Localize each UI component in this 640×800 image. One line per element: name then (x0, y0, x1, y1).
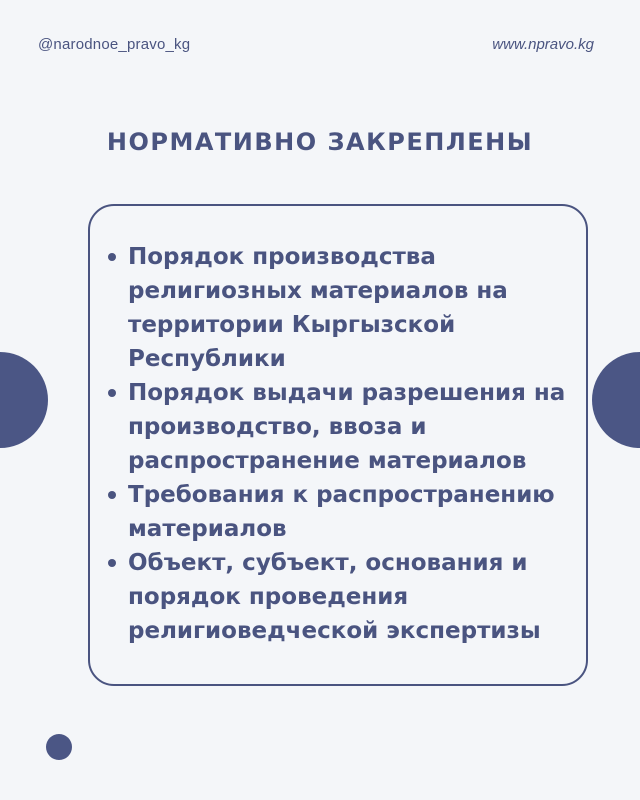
bullet-icon (108, 389, 116, 397)
page-title: НОРМАТИВНО ЗАКРЕПЛЕНЫ (106, 128, 534, 156)
list-item-text: Объект, субъект, основания и порядок проведения религиоведческой экспертизы (128, 550, 541, 644)
decorative-circle-right (592, 352, 640, 448)
bullet-list (104, 240, 574, 648)
social-handle: @narodnoe_pravo_kg (38, 36, 191, 53)
list-item (104, 546, 574, 648)
list-item-text: Порядок выдачи разрешения на производство, ввоза и распространение материалов (128, 380, 566, 474)
list-item-text: Требования к распространению материалов (128, 482, 555, 542)
decorative-circle-left (0, 352, 48, 448)
bullet-icon (108, 491, 116, 499)
bullet-icon (108, 253, 116, 261)
bullet-icon (108, 559, 116, 567)
list-item (104, 478, 574, 546)
decorative-dot (46, 734, 72, 760)
list-item-text: Порядок производства религиозных материалов на территории Кыргызской Республики (128, 244, 508, 372)
list-item (104, 240, 574, 376)
website-link[interactable]: www.npravo.kg (492, 36, 594, 53)
list-item (104, 376, 574, 478)
